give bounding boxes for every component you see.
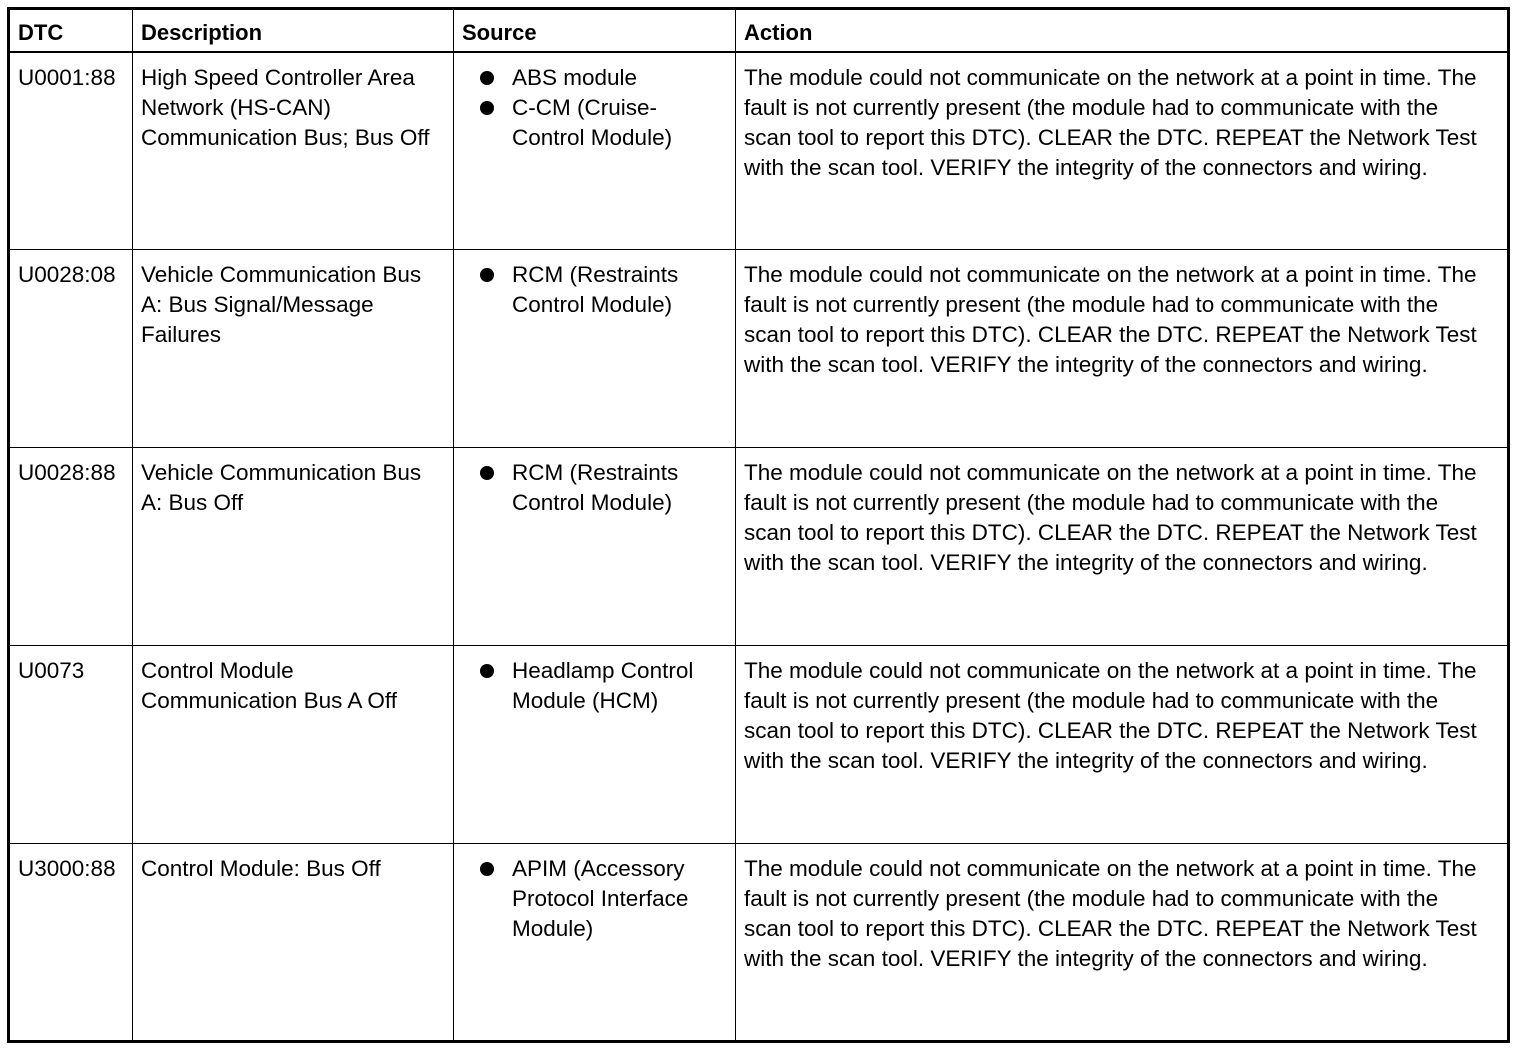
source-cell xyxy=(454,448,736,646)
header-row xyxy=(9,9,1509,52)
source-text: Headlamp Control Module (HCM) xyxy=(512,658,694,713)
source-list xyxy=(462,63,727,153)
source-list xyxy=(462,458,727,518)
dtc-code-cell: U0028:88 xyxy=(9,448,133,646)
bullet-icon xyxy=(480,862,494,876)
source-text: RCM (Restraints Control Module) xyxy=(512,460,679,515)
source-list-item xyxy=(462,854,727,944)
dtc-code-cell: U0073 xyxy=(9,646,133,844)
action-cell: The module could not communicate on the network at a point in time. The fault is not currently present (the module had to communicate with the scan tool to report this DTC). CLEAR the DTC. REPEAT the Network Test with the scan tool. VERIFY the integrity of the connectors and wiring. xyxy=(736,646,1509,844)
dtc-code-cell: U3000:88 xyxy=(9,844,133,1042)
table-row xyxy=(9,646,1509,844)
description-cell: Vehicle Communication Bus A: Bus Off xyxy=(133,448,454,646)
bullet-icon xyxy=(480,466,494,480)
description-cell: High Speed Controller Area Network (HS-CAN) Communication Bus; Bus Off xyxy=(133,52,454,250)
source-list-item xyxy=(462,93,727,153)
source-cell xyxy=(454,646,736,844)
action-cell: The module could not communicate on the network at a point in time. The fault is not currently present (the module had to communicate with the scan tool to report this DTC). CLEAR the DTC. REPEAT the Network Test with the scan tool. VERIFY the integrity of the connectors and wiring. xyxy=(736,250,1509,448)
source-cell xyxy=(454,52,736,250)
header-action: Action xyxy=(736,9,1509,52)
source-list-item xyxy=(462,458,727,518)
source-list xyxy=(462,854,727,944)
source-list xyxy=(462,656,727,716)
header-source: Source xyxy=(454,9,736,52)
source-list-item xyxy=(462,260,727,320)
dtc-table xyxy=(7,7,1510,1043)
header-dtc: DTC xyxy=(9,9,133,52)
table-row xyxy=(9,250,1509,448)
table-row xyxy=(9,844,1509,1042)
action-cell: The module could not communicate on the network at a point in time. The fault is not currently present (the module had to communicate with the scan tool to report this DTC). CLEAR the DTC. REPEAT the Network Test with the scan tool. VERIFY the integrity of the connectors and wiring. xyxy=(736,52,1509,250)
description-cell: Control Module: Bus Off xyxy=(133,844,454,1042)
action-cell: The module could not communicate on the network at a point in time. The fault is not currently present (the module had to communicate with the scan tool to report this DTC). CLEAR the DTC. REPEAT the Network Test with the scan tool. VERIFY the integrity of the connectors and wiring. xyxy=(736,844,1509,1042)
action-cell: The module could not communicate on the network at a point in time. The fault is not currently present (the module had to communicate with the scan tool to report this DTC). CLEAR the DTC. REPEAT the Network Test with the scan tool. VERIFY the integrity of the connectors and wiring. xyxy=(736,448,1509,646)
bullet-icon xyxy=(480,71,494,85)
dtc-code-cell: U0001:88 xyxy=(9,52,133,250)
table-body xyxy=(9,52,1509,1042)
description-cell: Vehicle Communication Bus A: Bus Signal/Message Failures xyxy=(133,250,454,448)
source-text: ABS module xyxy=(512,64,638,90)
source-list-item xyxy=(462,63,727,93)
source-text: APIM (Accessory Protocol Interface Module) xyxy=(512,856,689,941)
source-list-item xyxy=(462,656,727,716)
source-list xyxy=(462,260,727,320)
bullet-icon xyxy=(480,268,494,282)
source-cell xyxy=(454,250,736,448)
bullet-icon xyxy=(480,101,494,115)
dtc-code-cell: U0028:08 xyxy=(9,250,133,448)
source-cell xyxy=(454,844,736,1042)
table-header xyxy=(9,9,1509,52)
table-row xyxy=(9,52,1509,250)
table-row xyxy=(9,448,1509,646)
bullet-icon xyxy=(480,664,494,678)
source-text: RCM (Restraints Control Module) xyxy=(512,262,679,317)
description-cell: Control Module Communication Bus A Off xyxy=(133,646,454,844)
header-description: Description xyxy=(133,9,454,52)
source-text: C-CM (Cruise-Control Module) xyxy=(512,94,673,150)
